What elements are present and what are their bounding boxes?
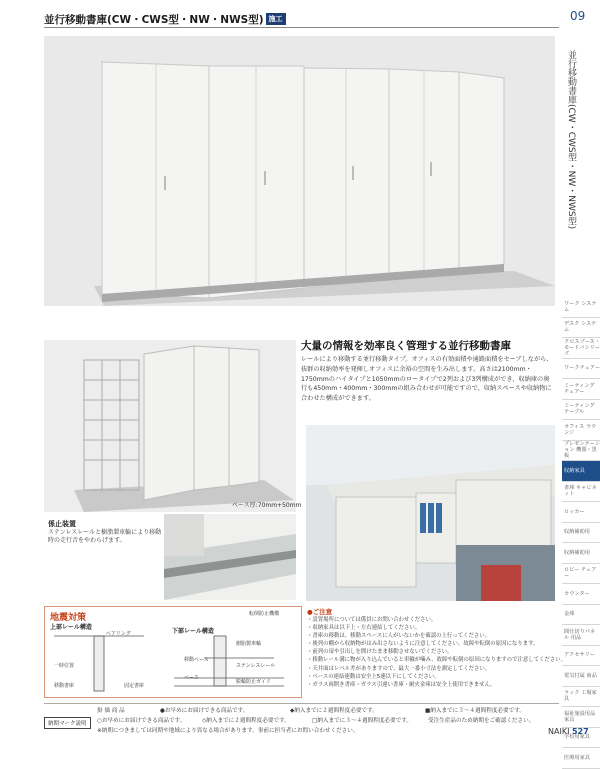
note-item: ・書庫の移動は、移動スペースに人がいないかを確認の上行ってください。 — [307, 633, 491, 640]
feature-title: 係止装置 — [48, 520, 76, 528]
nav-item[interactable]: 書庫 キャビネット — [562, 482, 600, 503]
nav-item[interactable]: カウンター — [562, 584, 600, 605]
notes-title: ●ご注意 — [307, 608, 333, 616]
fixed-shelf-label: 固定書庫 — [124, 683, 145, 689]
legend-row1-c: ■納入までに３～４週間程度必要です。 — [425, 708, 525, 714]
side-nav — [562, 297, 600, 769]
office-counter-illustration — [306, 425, 555, 601]
note-item: ・収納家具は以下上・左右連結してください。 — [307, 625, 421, 632]
earthquake-diagram — [44, 606, 300, 696]
nav-item[interactable]: ラック 工場家具 — [562, 687, 600, 708]
page-number: 527 — [571, 727, 589, 736]
nav-item[interactable]: ワークチェアー — [562, 359, 600, 380]
nav-item[interactable]: ワーク システム — [562, 297, 600, 318]
nav-item[interactable]: 電気付属 商品 — [562, 666, 600, 687]
nav-item[interactable]: デスク システム — [562, 318, 600, 339]
nav-item[interactable]: ミーティング チェアー — [562, 379, 600, 400]
base-thickness-caption: ベース厚:70mm+50mm — [232, 502, 302, 509]
top-rail-heading: 上部レール構造 — [50, 624, 92, 631]
footer — [548, 727, 589, 736]
brand-name: NAIKI — [548, 727, 570, 736]
stainless-rail-label: ステンレスレール — [236, 663, 276, 669]
nav-item[interactable]: 金庫 — [562, 605, 600, 626]
legend-heading: 掛 価 商 品 — [97, 708, 125, 714]
delivery-mark-label: 納期マーク説明 — [44, 717, 91, 729]
page-title-text: 並行移動書庫(CW・CWS型・NW・NWS型) — [44, 14, 264, 26]
legend-row1-b: ◆納入までに２週間程度必要です。 — [290, 708, 378, 714]
nav-item[interactable]: 収納家具 — [562, 461, 600, 482]
rail-detail-photo — [164, 514, 296, 600]
legend-row1-a: ●お早めにお届けできる商品です。 — [160, 708, 249, 714]
legend-row2-a: ○お早めにお届けできる商品です。 — [97, 718, 186, 724]
section-number: 09 — [570, 9, 586, 23]
main-body: レールにより移動する並行移動タイプ。オフィスの有効面積や通路面積をセーブしながら、抜群の収納効率を発揮しオフィスに余裕の空間を生み出します。高さは2100mm・1750mmのハイタイプと1050mmのロータイプで2列および3列構成ができ、収納庫の奥行も450mm・400mm・300mmの組み合わせが可能ですので、収納スペースや収納物に合わせた構成ができます。 — [301, 356, 553, 403]
nav-item[interactable]: ミーティング テーブル — [562, 400, 600, 421]
shelving-photo-open — [44, 340, 296, 512]
legend-row2-c: □納入までに３～４週間程度必要です。 — [312, 718, 412, 724]
nav-item[interactable]: ロビー チェアー — [562, 564, 600, 585]
legend-rule — [44, 703, 559, 704]
title-rule — [44, 27, 559, 28]
mobile-base-label: 移動ベース — [184, 657, 209, 663]
note-item: ・ガラス両開き書庫・ガラス引違い書庫・耐火金庫は安全上使用できません。 — [307, 681, 496, 688]
hero-photo — [44, 36, 555, 306]
nav-item[interactable]: プレゼンテーション 機器・黒板 — [564, 441, 600, 460]
nav-item[interactable]: 学校用家具 — [562, 728, 600, 749]
vertical-title: 並行移動書庫(CW・CWS型・NW・NWS型) — [566, 50, 576, 230]
note-item: ・移動レール溝に物が入り込んでいると車輪が噛み、故障や転倒の原因になりますので注意してください。 — [307, 657, 566, 664]
open-shelving-illustration — [44, 340, 296, 512]
nav-item[interactable]: 医療用家具 — [562, 748, 600, 769]
temp-position-label: 一時位置 — [54, 663, 75, 669]
note-item: ・天井面はレベル差がありますので、最大一番小寸法を測定してください。 — [307, 665, 491, 672]
anti-tip-heading: 転倒防止機構 — [249, 611, 280, 617]
mobile-shelf-label: 移動書庫 — [54, 683, 75, 689]
note-item: ・設置場所については係員にお問い合わせください。 — [307, 617, 437, 623]
legend-row2-b: ◇納入までに２週間程度必要です。 — [202, 718, 290, 724]
bottom-rail-heading: 下部レール構造 — [172, 628, 214, 635]
mobile-shelving-illustration — [44, 36, 555, 306]
note-item: ・後列の棚から収納物がはみ出さないように注意してください。故障や転倒の原因になります。 — [307, 641, 539, 648]
earthquake-title: 地震対策 — [50, 613, 87, 623]
legend-row2-d: 受注生産品のため納期をご確認ください。 — [428, 718, 535, 724]
office-counter-photo — [306, 425, 555, 601]
nav-item[interactable]: ロッカー — [562, 502, 600, 523]
resin-wheel-label: 樹脂製車輪 — [236, 641, 262, 647]
nav-item[interactable]: オフィス ラウンジ — [562, 420, 600, 441]
nav-item[interactable]: 収納補助用 — [562, 523, 600, 544]
base-label: ベース — [184, 675, 199, 681]
main-heading: 大量の情報を効率良く管理する並行移動書庫 — [301, 340, 511, 352]
page-title — [44, 12, 286, 27]
nav-item[interactable]: 収納補助用 — [562, 543, 600, 564]
nav-item[interactable]: 間仕切りパネル 用品 — [562, 625, 600, 646]
nav-item[interactable]: アクセサリー — [562, 646, 600, 667]
notes-list — [307, 616, 566, 689]
nav-item[interactable]: クロスブース・ モードバシリーズ — [564, 338, 600, 357]
rail-detail-illustration — [164, 514, 296, 600]
legend-note: ※納期につきましては同期や地域により異なる場合があります。事前に担当者にお問い合わせください。 — [97, 728, 359, 734]
note-item: ・ベースの連結連動は安全上5連以下にしてください。 — [307, 673, 440, 680]
construction-badge: 施工 — [266, 13, 286, 25]
nav-item[interactable]: 福祉施設用品 家具 — [562, 707, 600, 728]
bearing-label: ベアリング — [106, 631, 131, 637]
feature-text: ステンレスレールと樹脂製車輪により移動時の走行音をやわらげます。 — [48, 529, 162, 544]
note-item: ・前列の扉や引出しを開けたまま移動させないでください。 — [307, 649, 453, 656]
derail-guide-label: 脱輪防止ガイド — [236, 679, 271, 685]
